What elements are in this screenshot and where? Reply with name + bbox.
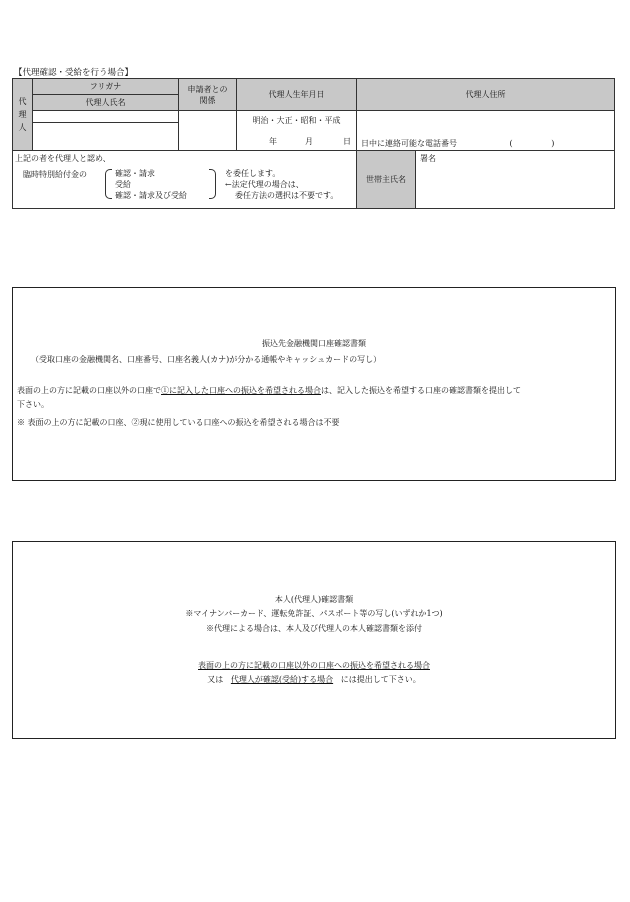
delegation-note: 委任方法の選択は不要です。 — [235, 191, 339, 200]
id-box-title: 本人(代理人)確認書類 — [274, 595, 354, 604]
householder-label: 世帯主氏名 — [357, 151, 416, 209]
furigana-field[interactable] — [33, 111, 179, 123]
id-box-line4-b: 代理人が確認(受給)する場合 — [230, 675, 334, 684]
id-box-line3-text: 表面の上の方に記載の口座以外の口座への振込を希望される場合 — [198, 661, 430, 670]
id-box-line4-a: 又は — [207, 675, 224, 684]
section-title: 【代理確認・受給を行う場合】 — [14, 68, 134, 78]
bank-box-note: ※ 表面の上の方に記載の口座、②現に使用している口座への振込を希望される場合は不要 — [17, 418, 340, 427]
era-options[interactable]: 明治・大正・昭和・平成 — [252, 116, 341, 125]
furigana-header: フリガナ — [33, 79, 179, 95]
benefit-label: 臨時特別給付金の — [23, 170, 87, 179]
name-header: 代理人氏名 — [33, 95, 179, 111]
left-brace — [105, 169, 112, 199]
year-unit: 年 — [269, 137, 277, 146]
signature-label: 署名 — [420, 154, 436, 163]
proxy-side-label: 代 理 人 — [13, 79, 33, 151]
name-field[interactable] — [33, 123, 179, 151]
id-box-line4 — [13, 674, 615, 685]
id-box-line3 — [13, 660, 615, 671]
phone-paren-close: ) — [551, 139, 555, 148]
birthdate-header: 代理人生年月日 — [237, 79, 357, 111]
legal-proxy-note: ←法定代理の場合は、 — [225, 180, 304, 189]
phone-label: 日中に連絡可能な電話番号 — [361, 139, 457, 148]
month-unit: 月 — [305, 137, 313, 146]
bank-para-a: 表面の上の方に記載の口座以外の口座で — [17, 386, 161, 395]
bank-box-title: 振込先金融機関口座確認書類 — [262, 339, 366, 348]
proxy-table — [12, 78, 615, 209]
relation-field[interactable] — [179, 111, 237, 151]
bank-para-b: ①に記入した口座への振込を希望される場合 — [161, 386, 321, 395]
option-receive[interactable]: 受給 — [115, 180, 131, 189]
bank-box-paragraph — [17, 384, 607, 412]
entrust-text: を委任します。 — [225, 169, 281, 178]
right-brace — [209, 169, 216, 199]
address-field[interactable] — [357, 111, 615, 151]
bank-para-d: 下さい。 — [17, 400, 49, 409]
signature-field[interactable] — [416, 151, 615, 209]
option-confirm-claim-receive[interactable]: 確認・請求及び受給 — [115, 191, 187, 200]
bank-para-c: は、記入した振込を希望する口座の確認書類を提出して — [321, 386, 521, 395]
id-box-line4-c: には提出して下さい。 — [340, 675, 421, 684]
id-box-line1: ※マイナンバーカード、運転免許証、パスポート等の写し(いずれか1つ) — [185, 609, 443, 618]
bank-box-subtitle: （受取口座の金融機関名、口座番号、口座名義人(カナ)が分かる通帳やキャッシュカードの写し） — [31, 355, 382, 364]
day-unit: 日 — [343, 137, 351, 146]
phone-line[interactable] — [357, 138, 614, 150]
relation-header: 申請者との 関係 — [179, 79, 237, 111]
bank-account-box — [12, 287, 616, 481]
birthdate-field[interactable] — [237, 111, 357, 151]
address-header: 代理人住所 — [357, 79, 615, 111]
option-confirm-claim[interactable]: 確認・請求 — [115, 169, 155, 178]
delegate-text: 上記の者を代理人と認め、 — [15, 154, 111, 163]
phone-paren-open: ( — [509, 139, 513, 148]
delegation-cell — [13, 151, 357, 209]
id-documents-box — [12, 541, 616, 739]
id-box-line2: ※代理による場合は、本人及び代理人の本人確認書類を添付 — [206, 624, 422, 633]
